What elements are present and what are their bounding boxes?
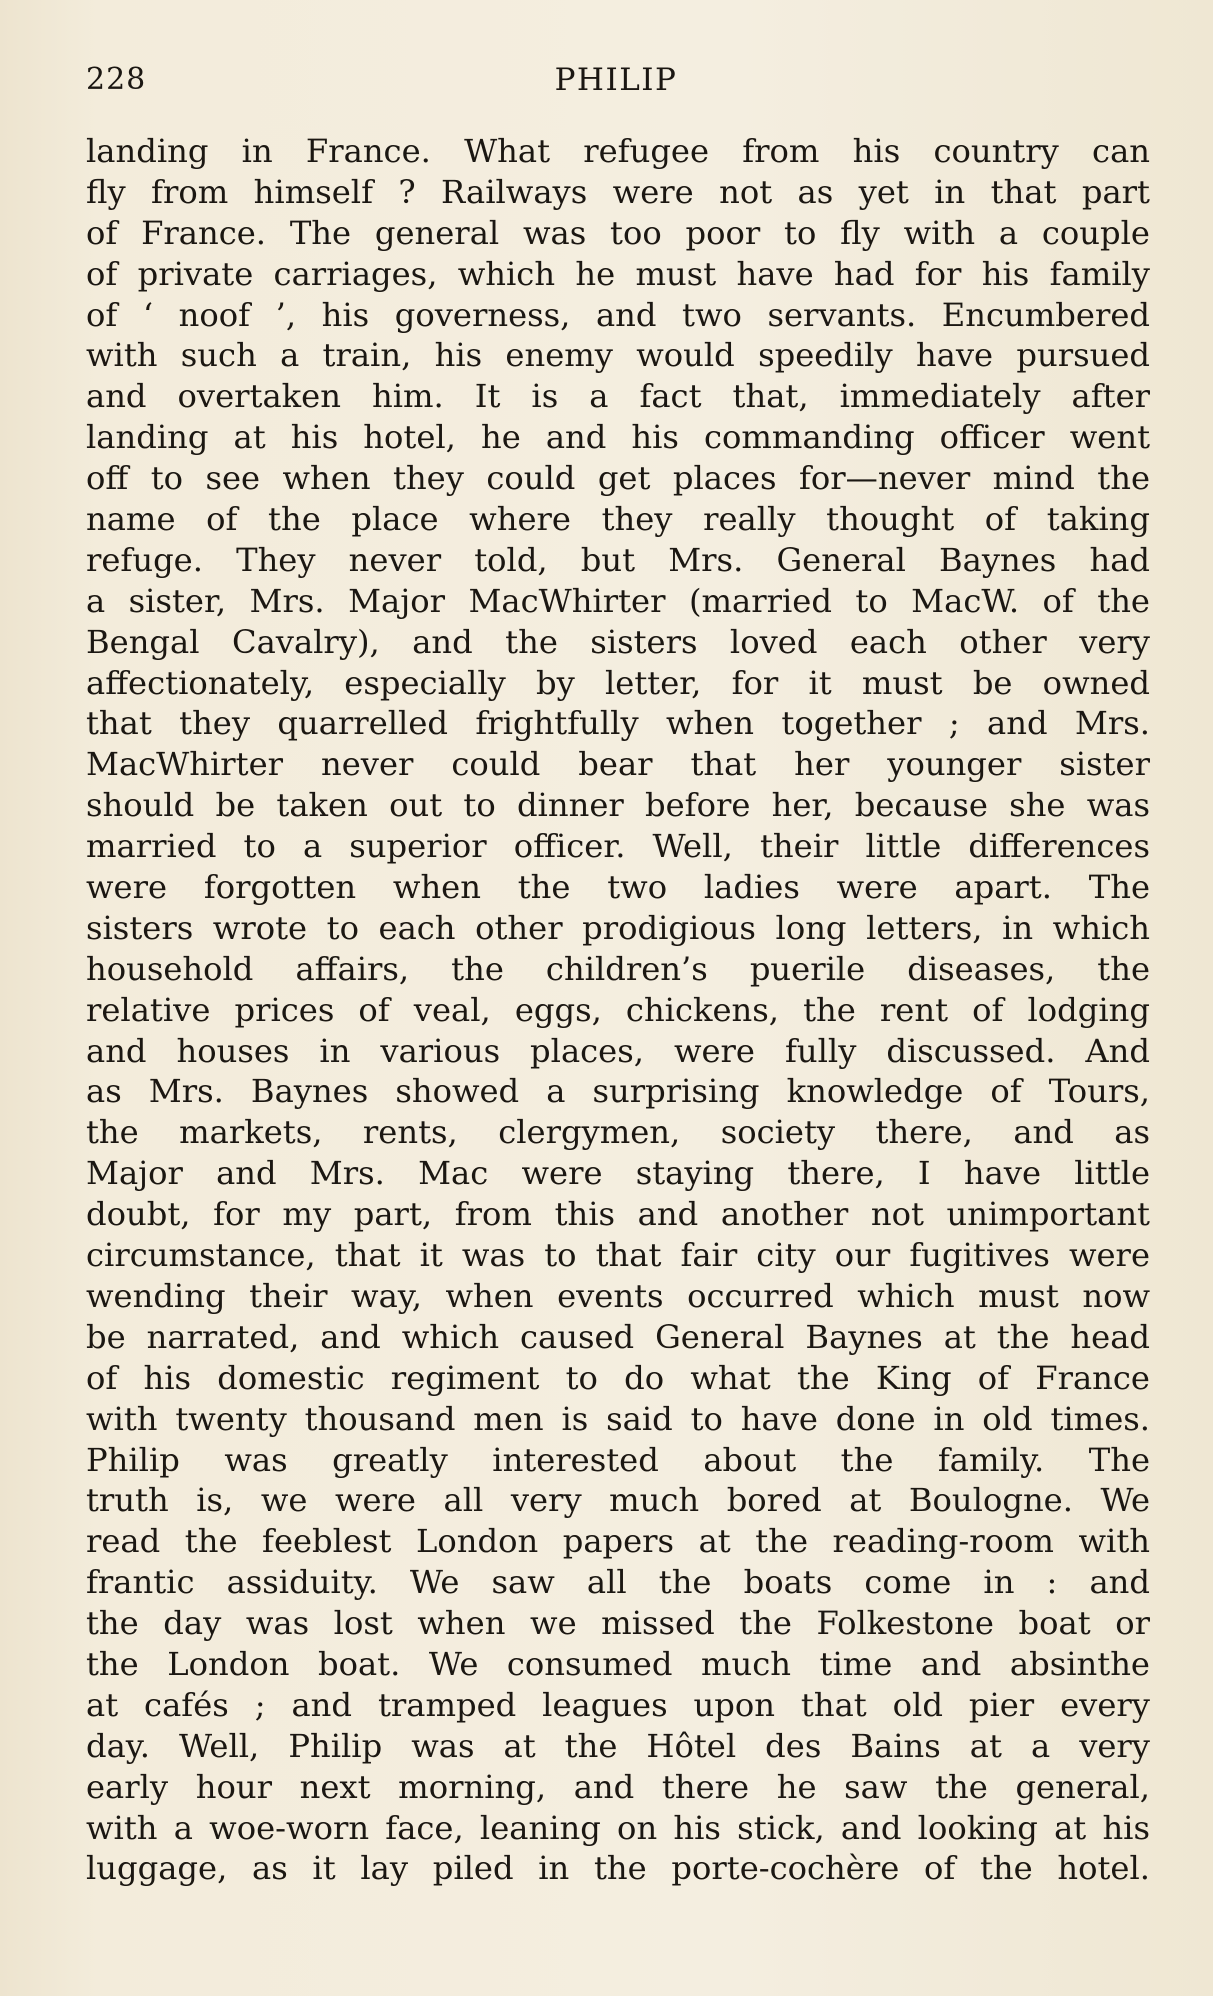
text-line: Bengal Cavalry), and the sisters loved each other very [86, 622, 1150, 661]
text-line: landing in France. What refugee from his country can [86, 132, 1150, 170]
text-line: relative prices of veal, eggs, chickens, the rent of lodging [86, 990, 1150, 1029]
text-line: of France. The general was too poor to fly with a couple [86, 213, 1150, 252]
text-line: of ‘ noof ’, his governess, and two servants. Encumbered [86, 295, 1150, 334]
text-line: fly from himself ? Railways were not as yet in that part [86, 172, 1150, 211]
page-number: 228 [86, 62, 147, 97]
running-head: PHILIP [554, 62, 678, 98]
text-line: and houses in various places, were fully discussed. And [86, 1031, 1150, 1070]
text-line: and overtaken him. It is a fact that, immediately after [86, 377, 1150, 416]
text-line: the day was lost when we missed the Folkestone boat or [86, 1604, 1150, 1643]
text-line: household affairs, the children’s puerile diseases, the [86, 949, 1150, 988]
text-line: doubt, for my part, from this and another not unimportant [86, 1195, 1150, 1234]
text-line: with twenty thousand men is said to have done in old times. [86, 1399, 1150, 1438]
body-text [86, 131, 1150, 1889]
text-line: circumstance, that it was to that fair city our fugitives were [86, 1236, 1150, 1275]
text-line: that they quarrelled frightfully when together ; and Mrs. [86, 704, 1150, 743]
text-line: Major and Mrs. Mac were staying there, I have little [86, 1154, 1150, 1193]
text-line: day. Well, Philip was at the Hôtel des Bains at a very [86, 1726, 1150, 1765]
text-line: at cafés ; and tramped leagues upon that old pier every [86, 1685, 1150, 1724]
text-line: the London boat. We consumed much time and absinthe [86, 1644, 1150, 1683]
text-line: of his domestic regiment to do what the King of France [86, 1358, 1150, 1397]
text-line: off to see when they could get places for—never mind the [86, 459, 1150, 498]
text-line: with a woe-worn face, leaning on his stick, and looking at his [86, 1808, 1150, 1847]
text-line: married to a superior officer. Well, their little differences [86, 827, 1150, 866]
text-line: affectionately, especially by letter, for it must be owned [86, 663, 1150, 702]
text-line: should be taken out to dinner before her, because she was [86, 786, 1150, 825]
text-line: landing at his hotel, he and his commanding officer went [86, 418, 1150, 457]
text-line: a sister, Mrs. Major MacWhirter (married to MacW. of the [86, 581, 1150, 620]
text-line: as Mrs. Baynes showed a surprising knowledge of Tours, [86, 1072, 1150, 1111]
text-line: name of the place where they really thought of taking [86, 500, 1150, 539]
text-line: with such a train, his enemy would speedily have pursued [86, 336, 1150, 375]
text-line: sisters wrote to each other prodigious long letters, in which [86, 908, 1150, 947]
text-line: luggage, as it lay piled in the porte-cochère of the hotel. [86, 1849, 1150, 1888]
text-line: refuge. They never told, but Mrs. General Baynes had [86, 540, 1150, 579]
text-line: the markets, rents, clergymen, society there, and as [86, 1113, 1150, 1152]
text-line: Philip was greatly interested about the family. The [86, 1440, 1150, 1479]
text-line: were forgotten when the two ladies were apart. The [86, 868, 1150, 907]
text-line: truth is, we were all very much bored at Boulogne. We [86, 1481, 1150, 1520]
text-line: early hour next morning, and there he saw the general, [86, 1767, 1150, 1806]
text-line: be narrated, and which caused General Baynes at the head [86, 1317, 1150, 1356]
text-line: frantic assiduity. We saw all the boats come in : and [86, 1563, 1150, 1602]
page-header [86, 62, 1146, 102]
text-line: of private carriages, which he must have had for his family [86, 254, 1150, 293]
text-line: wending their way, when events occurred which must now [86, 1276, 1150, 1315]
text-line: read the feeblest London papers at the reading-room with [86, 1522, 1150, 1561]
text-line: MacWhirter never could bear that her younger sister [86, 745, 1150, 784]
